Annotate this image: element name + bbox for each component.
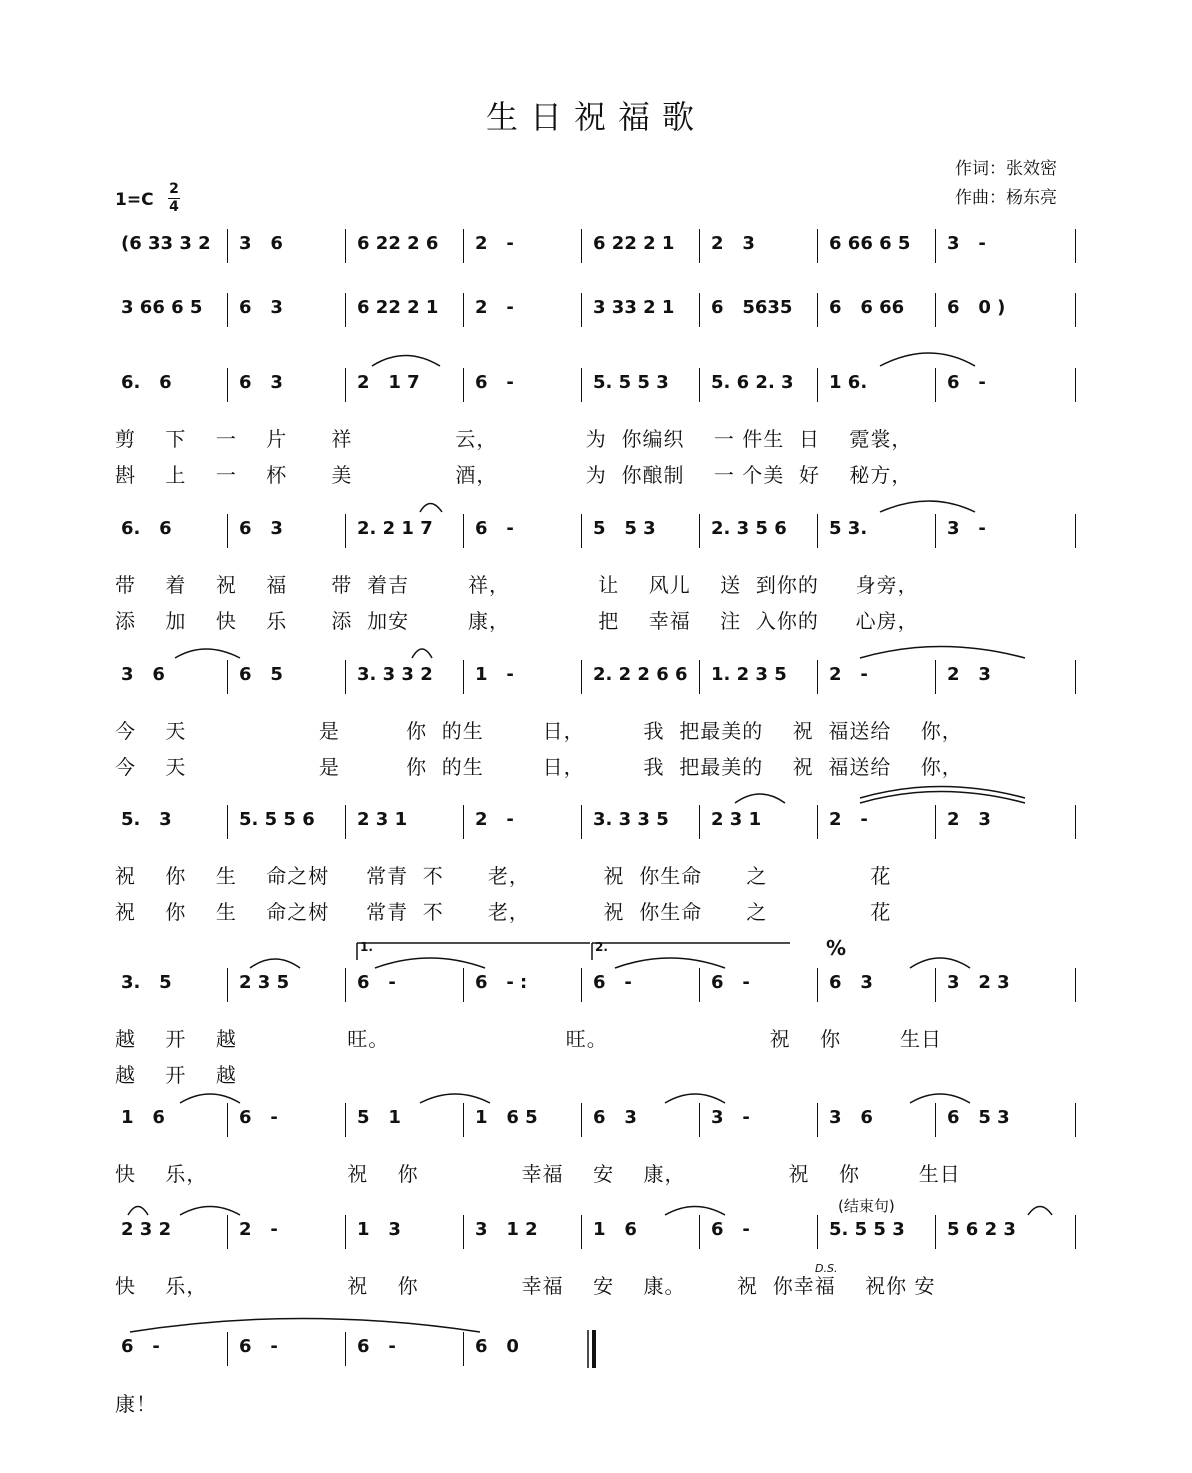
measure: 6 -	[947, 372, 986, 393]
measure: 5 3.	[829, 518, 868, 539]
composer: 作曲：杨东亮	[955, 188, 1057, 208]
measure: 6 3	[593, 1107, 637, 1128]
measure: 6 5 3	[947, 1107, 1010, 1128]
measure: 6 -	[239, 1107, 278, 1128]
measure: 3. 3 3 2	[357, 664, 433, 685]
measure: 5. 5 5 3	[829, 1219, 905, 1240]
measure: 6 5	[239, 664, 283, 685]
lyric-line: 今 天 是 你 的生 日， 我 把最美的 祝 福送给 你，	[115, 719, 963, 743]
measure: 1 6	[121, 1107, 165, 1128]
measure: 2. 3 5 6	[711, 518, 787, 539]
measure: 6 3	[829, 972, 873, 993]
measure: 6 22 2 1	[357, 297, 439, 318]
measure: 2 -	[475, 809, 514, 830]
measure: 1 6 5	[475, 1107, 538, 1128]
lyric-line: 添 加 快 乐 添 加安 康， 把 幸福 注 入你的 心房，	[115, 609, 919, 633]
measure: 1 6.	[829, 372, 868, 393]
lyric-line: 快 乐， 祝 你 幸福 安 康。 祝 你幸福 祝你 安	[115, 1274, 936, 1298]
measure: 6 3	[239, 297, 283, 318]
measure: 2 -	[475, 297, 514, 318]
volta-first: 1.	[360, 940, 373, 954]
measure: 3 -	[947, 518, 986, 539]
measure: 3. 3 3 5	[593, 809, 669, 830]
measure: 6 22 2 1	[593, 233, 675, 254]
measure: 5. 5 5 3	[593, 372, 669, 393]
measure: 6 0 )	[947, 297, 1006, 318]
measure: 6. 6	[121, 372, 172, 393]
measure: 5 5 3	[593, 518, 656, 539]
measure: 6 -	[475, 372, 514, 393]
measure: 2 3 5	[239, 972, 290, 993]
measure: 6 -	[121, 1336, 160, 1357]
measure: 6 0	[475, 1336, 519, 1357]
key-signature: 1=C	[115, 190, 154, 210]
segno-icon: %	[826, 936, 847, 960]
measure: 6 -	[475, 518, 514, 539]
measure: 6 -	[711, 972, 750, 993]
measure: 2 3 2	[121, 1219, 172, 1240]
measure: 2 3	[947, 809, 991, 830]
measure: 5 6 2 3	[947, 1219, 1016, 1240]
lyricist: 作词：张效密	[955, 159, 1057, 179]
measure: 2 3 1	[711, 809, 762, 830]
measure: 3 6	[121, 664, 165, 685]
measure: 3 66 6 5	[121, 297, 203, 318]
measure: 3 -	[711, 1107, 750, 1128]
measure: 6 3	[239, 518, 283, 539]
measure: 3 2 3	[947, 972, 1010, 993]
measure: 6. 6	[121, 518, 172, 539]
lyric-line: 祝 你 生 命之树 常青 不 老， 祝 你生命 之 花	[115, 864, 892, 888]
measure: 2 -	[475, 233, 514, 254]
measure: 3 -	[947, 233, 986, 254]
volta-second: 2.	[595, 940, 608, 954]
time-signature-top: 2	[169, 181, 179, 197]
measure: 3 6	[239, 233, 283, 254]
lyric-line: 越 开 越	[115, 1063, 237, 1087]
measure: 6 6 66	[829, 297, 905, 318]
measure: 5 1	[357, 1107, 401, 1128]
lyric-line: 越 开 越 旺。 旺。 祝 你 生日	[115, 1027, 942, 1051]
measure: 2 -	[829, 664, 868, 685]
lyric-line: 祝 你 生 命之树 常青 不 老， 祝 你生命 之 花	[115, 900, 892, 924]
measure: 6 - :	[475, 972, 528, 993]
measure: 2 3 1	[357, 809, 408, 830]
measure: 3. 5	[121, 972, 172, 993]
measure: 6 -	[357, 972, 396, 993]
measure: 1 -	[475, 664, 514, 685]
ending-label: (结束句)	[838, 1197, 895, 1215]
measure: 1 3	[357, 1219, 401, 1240]
measure: 3 1 2	[475, 1219, 538, 1240]
lyric-line: 康！	[115, 1392, 157, 1416]
measure: (6 33 3 2	[121, 233, 211, 254]
measure: 6 22 2 6	[357, 233, 439, 254]
time-signature-bottom: 4	[169, 199, 179, 215]
measure: 6 -	[593, 972, 632, 993]
measure: 1. 2 3 5	[711, 664, 787, 685]
measure: 6 -	[239, 1336, 278, 1357]
measure: 6 -	[357, 1336, 396, 1357]
measure: 2 3	[947, 664, 991, 685]
measure: 2. 2 1 7	[357, 518, 433, 539]
measure: 2 1 7	[357, 372, 420, 393]
ds-marker: D.S.	[815, 1262, 838, 1275]
measure: 2 -	[239, 1219, 278, 1240]
measure: 1 6	[593, 1219, 637, 1240]
measure: 5. 6 2. 3	[711, 372, 794, 393]
lyric-line: 快 乐， 祝 你 幸福 安 康， 祝 你 生日	[115, 1162, 961, 1186]
lyric-line: 剪 下 一 片 祥 云， 为 你编织 一 件生 日 霓裳，	[115, 427, 913, 451]
measure: 6 66 6 5	[829, 233, 911, 254]
song-title: 生日祝福歌	[485, 98, 706, 136]
measure: 5. 5 5 6	[239, 809, 315, 830]
lyric-line: 今 天 是 你 的生 日， 我 把最美的 祝 福送给 你，	[115, 755, 963, 779]
measure: 3 6	[829, 1107, 873, 1128]
measure: 2 -	[829, 809, 868, 830]
measure: 6 3	[239, 372, 283, 393]
measure: 6 5635	[711, 297, 793, 318]
lyric-line: 斟 上 一 杯 美 酒， 为 你酿制 一 个美 好 秘方，	[115, 463, 913, 487]
measure: 2 3	[711, 233, 755, 254]
lyric-line: 带 着 祝 福 带 着吉 祥， 让 风儿 送 到你的 身旁，	[115, 573, 919, 597]
measure: 5. 3	[121, 809, 172, 830]
measure: 6 -	[711, 1219, 750, 1240]
measure: 2. 2 2 6 6	[593, 664, 688, 685]
measure: 3 33 2 1	[593, 297, 675, 318]
